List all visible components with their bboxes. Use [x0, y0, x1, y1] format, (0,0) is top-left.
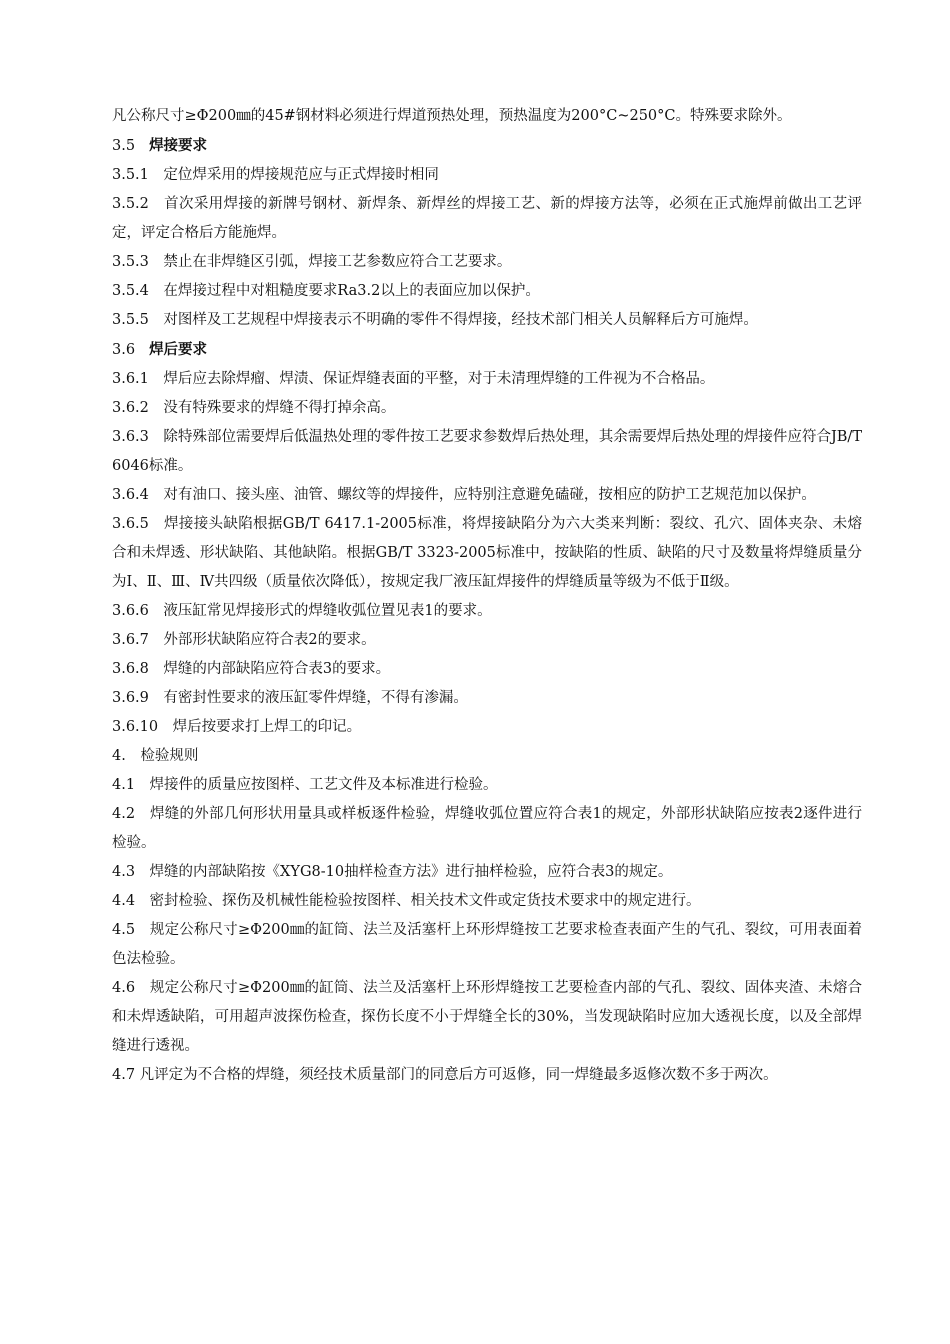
clause-3-5-4: 3.5.4 在焊接过程中对粗糙度要求Ra3.2以上的表面应加以保护。	[112, 283, 540, 299]
clause-4-6: 4.6 规定公称尺寸≥Φ200㎜的缸筒、法兰及活塞杆上环形焊缝按工艺要检查内部的气孔、裂纹、固体夹渣、未熔合和未焊透缺陷，可用超声波探伤检查，探伤长度不小于焊缝全长的30%，当发现缺陷时应加大透视长度，以及全部焊缝进行透视。	[112, 980, 862, 1054]
clause-4-7: 4.7 凡评定为不合格的焊缝，须经技术质量部门的同意后方可返修，同一焊缝最多返修次数不多于两次。	[112, 1067, 778, 1083]
clause-3-5-1: 3.5.1 定位焊采用的焊接规范应与正式焊接时相同	[112, 167, 439, 183]
section-number: 3.6	[112, 342, 136, 358]
clause-3-6-3: 3.6.3 除特殊部位需要焊后低温热处理的零件按工艺要求参数焊后热处理，其余需要焊后热处理的焊接件应符合JB/T 6046标准。	[112, 429, 862, 474]
clause-3-6-10: 3.6.10 焊后按要求打上焊工的印记。	[112, 719, 362, 735]
clause-3-5-2: 3.5.2 首次采用焊接的新牌号钢材、新焊条、新焊丝的焊接工艺、新的焊接方法等，必须在正式施焊前做出工艺评定，评定合格后方能施焊。	[112, 196, 862, 241]
section-title: 焊后要求	[149, 341, 208, 358]
section-heading-4: 4. 检验规则	[112, 748, 199, 764]
clause-3-5-3: 3.5.3 禁止在非焊缝区引弧，焊接工艺参数应符合工艺要求。	[112, 254, 512, 270]
clause-3-6-9: 3.6.9 有密封性要求的液压缸零件焊缝，不得有渗漏。	[112, 690, 468, 706]
clause-4-5: 4.5 规定公称尺寸≥Φ200㎜的缸筒、法兰及活塞杆上环形焊缝按工艺要求检查表面产生的气孔、裂纹，可用表面着色法检验。	[112, 922, 862, 967]
clause-4-3: 4.3 焊缝的内部缺陷按《XYG8-10抽样检查方法》进行抽样检验，应符合表3的规定。	[112, 864, 673, 880]
section-number: 3.5	[112, 138, 136, 154]
clause-3-6-4: 3.6.4 对有油口、接头座、油管、螺纹等的焊接件，应特别注意避免磕碰，按相应的防护工艺规范加以保护。	[112, 487, 816, 503]
clause-4-4: 4.4 密封检验、探伤及机械性能检验按图样、相关技术文件或定货技术要求中的规定进行。	[112, 893, 701, 909]
clause-3-6-6: 3.6.6 液压缸常见焊接形式的焊缝收弧位置见表1的要求。	[112, 603, 492, 619]
section-heading-3-5	[112, 131, 862, 161]
clause-3-6-1: 3.6.1 焊后应去除焊瘤、焊渍、保证焊缝表面的平整，对于未清理焊缝的工件视为不合格品。	[112, 371, 715, 387]
clause-3-6-2: 3.6.2 没有特殊要求的焊缝不得打掉余高。	[112, 400, 396, 416]
document-body	[112, 102, 862, 1090]
paragraph-intro: 凡公称尺寸≥Φ200㎜的45#钢材料必须进行焊道预热处理，预热温度为200°C~250°C。特殊要求除外。	[112, 108, 792, 124]
section-title: 焊接要求	[149, 137, 208, 154]
clause-4-2: 4.2 焊缝的外部几何形状用量具或样板逐件检验，焊缝收弧位置应符合表1的规定，外部形状缺陷应按表2逐件进行检验。	[112, 806, 862, 851]
clause-4-1: 4.1 焊接件的质量应按图样、工艺文件及本标准进行检验。	[112, 777, 498, 793]
clause-3-5-5: 3.5.5 对图样及工艺规程中焊接表示不明确的零件不得焊接，经技术部门相关人员解释后方可施焊。	[112, 312, 758, 328]
clause-3-6-8: 3.6.8 焊缝的内部缺陷应符合表3的要求。	[112, 661, 391, 677]
section-heading-3-6	[112, 335, 862, 365]
clause-3-6-5: 3.6.5 焊接接头缺陷根据GB/T 6417.1-2005标准，将焊接缺陷分为六大类来判断：裂纹、孔穴、固体夹杂、未熔合和未焊透、形状缺陷、其他缺陷。根据GB/T 3323-2005标准中，按缺陷的性质、缺陷的尺寸及数量将焊缝质量分为Ⅰ、Ⅱ、Ⅲ、Ⅳ共四级（质量依次降低），按规定我厂液压缸焊接件的焊缝质量等级为不低于Ⅱ级。	[112, 516, 862, 590]
clause-3-6-7: 3.6.7 外部形状缺陷应符合表2的要求。	[112, 632, 376, 648]
